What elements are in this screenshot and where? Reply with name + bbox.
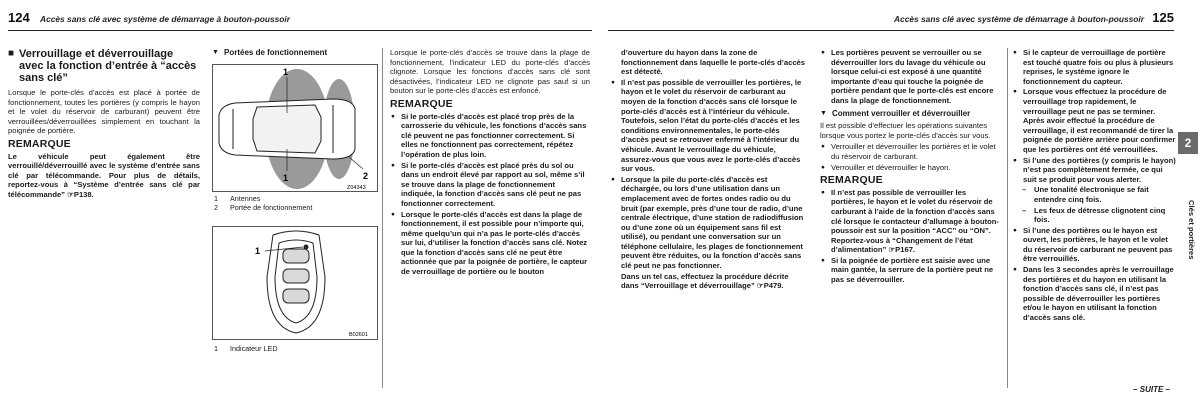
remarque-bullet: ● Si le porte-clés d’accès est placé près du sol ou dans un endroit élevé par rapport au sol, même s’il se trouve dans la plage de fonctionnement indiquée, la fonction d’accès sans clé peut ne pas fonctionner correctement. [390,161,590,209]
left-col-2 [212,48,380,61]
left-header-title: Accès sans clé avec système de démarrage à bouton-poussoir [40,14,290,24]
remarque-bullet: ● Si l’une des portières (y compris le hayon) n’est pas complètement fermée, ce qui suit se produit pour vous alerter. [1012,156,1178,185]
remarque-bullet: ● Si le capteur de verrouillage de portière est touché quatre fois ou plus à plusieurs reprises, le système ignore le fonctionnement du capteur. [1012,48,1178,86]
key-fob-illustration [213,227,379,341]
triangle-down-icon: ▼ [212,49,219,56]
fig1-callout-1-top: 1 [283,67,289,77]
alert-dash-item: – Une tonalité électronique se fait entendre cinq fois. [1012,185,1178,204]
led-intro: Lorsque le porte-clés d’accès se trouve dans la plage de fonctionnement, l’indicateur LED du porte-clés d’accès clignote. Lorsque les fonctions d’accès sans clé sont désactivées, l’indicateur LED ne clignote pas sauf si un bouton sur le porte-clés d’accès est enfoncé. [390,48,590,96]
fig1-legend-item: 1 Antennes [214,194,261,203]
continued-marker: – SUITE – [1133,385,1170,394]
section-intro: Lorsque le porte-clés d’accès est placé à portée de fonctionnement, toutes les portières (y compris le hayon et le volet du réservoir de carburant) peuvent être verrouillées/déverrouillées simplement en touchant la poignée de portière. [8,88,200,136]
remarque-bullet: ● Lorsque le porte-clés d’accès est dans la plage de fonctionnement, il est possible pour n’importe qui, même quelqu’un qui n’a pas le porte-clés d’accès sur lui, d’utiliser la fonction d’accès sans clé. Notez que la fonction d’accès sans clé ne peut être actionnée que par la poignée de portière, le capteur de verrouillage de portière ou le bouton [390,210,590,277]
fig2-code: B02601 [349,332,368,338]
operation-bullet: ● Verrouiller et déverrouiller le hayon. [820,163,1002,173]
fig1-callout-2: 2 [363,171,369,181]
triangle-down-icon: ▼ [820,109,827,117]
right-header-rule [608,30,1174,31]
remarque-bullet: ● Lorsque la pile du porte-clés d’accès est déchargée, ou lors d’une utilisation dans un emplacement avec de fortes ondes radio ou du bruit (par exemple, près d’une tour de radio, d’une centrale électrique, d’une station de radiodiffusion ou d’une zone où un équipement sans fil est utilisé), ou pendant une conversation sur un téléphone cellulaire, les plages de fonctionnement peuvent être réduites, ou la fonction d’accès sans clé peut ne pas fonctionner. [610,175,806,271]
fig2-callout-1: 1 [255,246,261,256]
remarque-heading-2: REMARQUE [390,97,453,110]
how-to-lock-intro: Il est possible d’effectuer les opérations suivantes lorsque vous portez le porte-clés d’accès sur vous. [820,121,991,140]
left-column-divider [382,48,383,388]
right-col-2 [820,48,1002,286]
right-col-1 [610,48,806,291]
remarque-bullet: ● Si le porte-clés d’accès est placé trop près de la carrosserie du véhicule, les fonctions d’accès sans clé peuvent ne pas fonctionner correctement. Si elles ne fonctionnent pas correctement, répétez l’opération de plus loin. [390,112,590,160]
square-bullet-icon: ■ [8,48,15,59]
right-page [600,0,1200,402]
left-col-3 [390,48,590,278]
chapter-side-label: Clés et portières [1187,200,1196,260]
how-to-lock-heading: ▼ Comment verrouiller et déverrouiller [820,108,971,118]
remarque-bullet: ● Il n’est pas possible de verrouiller les portières, le hayon et le volet du réservoir de carburant au moyen de la fonction d’accès sans clé lorsque le porte-clés d’accès est à l’intérieur du véhicule. Toutefois, selon l’état du porte-clés d’accès et les conditions environnementales, le porte-clés d’accès peut se retrouver enfermé à l’intérieur du véhicule. Avant le verrouillage du véhicule, assurez-vous que vous avez le porte-clés d’accès sur vous. [610,78,806,174]
right-col-3 [1012,48,1178,324]
right-page-number: 125 [1152,10,1174,25]
left-header-rule [8,30,592,31]
remarque-bullet: ● Les portières peuvent se verrouiller ou se déverrouiller lors du lavage du véhicule ou lorsque celui-ci est exposé à une quantité importante d’eau qui touche la poignée de portière pendant que le porte-clés est encore dans la plage de fonctionnement. [820,48,1002,106]
right-page-header [894,10,1174,25]
chapter-tab: 2 [1178,132,1198,154]
fig1-legend [214,194,380,212]
remarque-text: Le véhicule peut également être verrouillé/déverrouillé avec le système d’entrée sans clé par télécommande. Pour plus de détails, reportez-vous à “Système d’entrée sans clé par télécommande” ☞P138. [8,151,200,199]
fig1-callout-1-bottom: 1 [283,173,289,183]
fig2-legend-item: 1 Indicateur LED [214,344,278,353]
remarque-bullet: ● Dans les 3 secondes après le verrouillage des portières et du hayon en utilisant la fonction d’accès sans clé, il n’est pas possible de déverrouiller les portières et/ou le hayon en utilisant la fonction d’accès sans clé. [1012,265,1178,323]
left-page-number: 124 [8,10,30,25]
continuation-text: d’ouverture du hayon dans la zone de fonctionnement dans laquelle le porte-clés d’accès est détecté. [621,48,805,77]
ending-text: Dans un tel cas, effectuez la procédure décrite dans “Verrouillage et déverrouillage” ☞P479. [621,271,789,291]
figure-title: ▼ Portées de fonctionnement [212,48,328,57]
remarque-bullet: ● Si l’une des portières ou le hayon est ouvert, les portières, le hayon et le volet du réservoir de carburant ne peuvent pas être verrouillés. [1012,226,1178,264]
figure-operating-range [212,64,378,192]
figure-key-fob [212,226,378,340]
remarque-bullet: ● Lorsque vous effectuez la procédure de verrouillage trop rapidement, le verrouillage peut ne pas se terminer. Après avoir effectué la procédure de verrouillage, il est recommandé de tirer la poignée de portière arrière pour confirmer que les portières ont été verrouillées. [1012,87,1178,154]
fig2-legend [214,344,380,353]
left-col-1 [8,48,200,200]
remarque-bullet: ● Il n’est pas possible de verrouiller les portières, le hayon et le volet du réservoir de carburant à l’aide de la fonction d’accès sans clé lorsque le contacteur d’allumage à bouton-poussoir est sur la position “ACC” ou “ON”. Reportez-vous à “Changement de l’état d’alimentation” ☞P167. [820,188,1002,255]
right-header-title: Accès sans clé avec système de démarrage à bouton-poussoir [894,14,1144,24]
fig1-legend-item: 2 Portée de fonctionnement [214,203,313,212]
right-column-divider [1007,48,1008,388]
operation-bullet: ● Verrouiller et déverrouiller les portières et le volet du réservoir de carburant. [820,142,1002,161]
car-range-illustration [213,65,379,193]
left-page-header [8,10,290,25]
fig1-code: Z04343 [347,185,366,191]
key-fob-icon [267,231,325,333]
remarque-bullet: ● Si la poignée de portière est saisie avec une main gantée, la serrure de la portière peut ne pas se déverrouiller. [820,256,1002,285]
remarque-heading-3: REMARQUE [820,174,883,187]
remarque-heading: REMARQUE [8,137,71,150]
section-title: ■ Verrouillage et déverrouillage avec la fonction d’entrée à “accès sans clé” [8,48,197,84]
alert-dash-item: – Les feux de détresse clignotent cinq fois. [1012,206,1178,225]
